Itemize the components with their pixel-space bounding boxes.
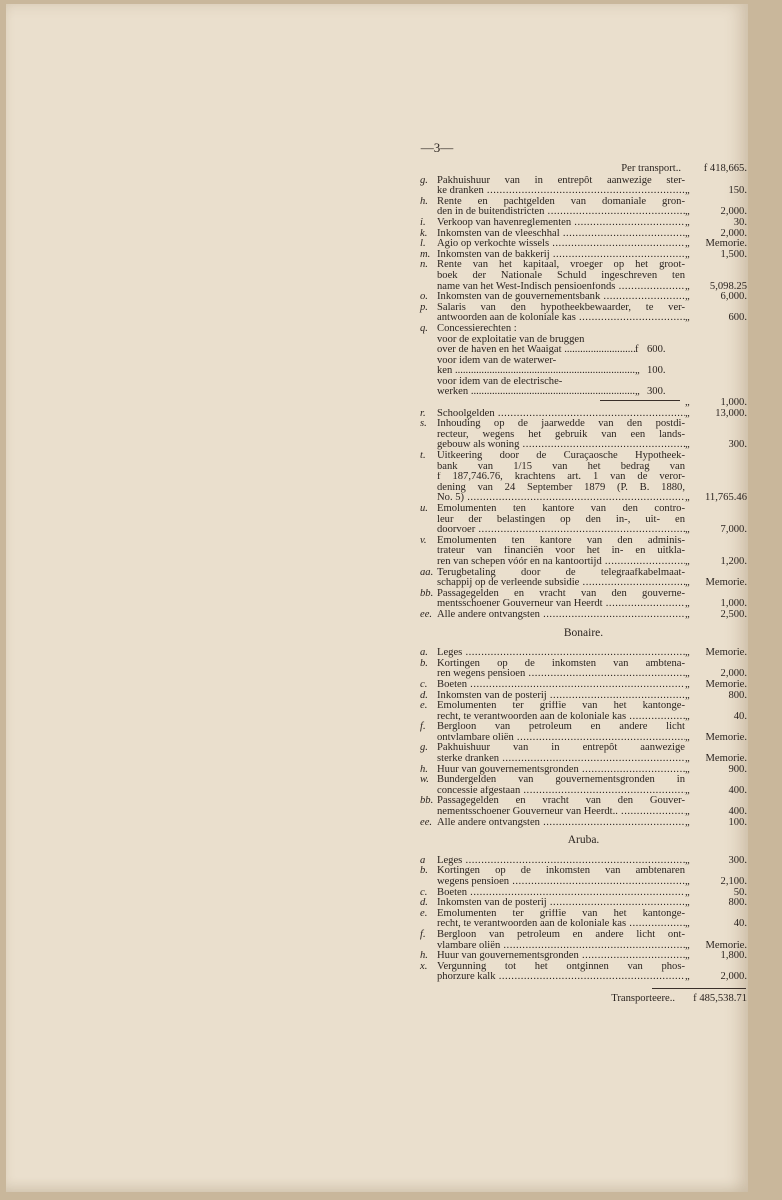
concession-subitem-text: ken ..... [437,366,635,377]
curacao-item-letter: n. [420,259,428,271]
curacao2-item-text: Inhouding op de jaarwedde van den postdi- [437,419,685,430]
curacao2-item-text: recteur, wegens het gebruik van een lands- [437,429,685,440]
aruba-item-ditto: „ [685,918,690,930]
aruba-item-line [420,930,747,941]
concession-subtotal-rule [600,400,680,401]
curacao2-item-line [420,440,747,451]
curacao-item-text: boek der Nationale Schuld ingeschreven ten [437,270,685,281]
curacao2-item-amount: 7,000. [720,524,747,536]
concession-subitem-line [420,345,747,356]
concession-subitem-line [420,335,747,346]
aruba-item-line [420,972,747,983]
curacao2-item-letter: t. [420,450,426,462]
curacao2-item-text: leur der belastingen op den in-, uit- en [437,514,685,525]
aruba-item-text: Huur van gouvernementsgronden ..... [437,951,685,962]
curacao2-item-line [420,589,747,600]
bonaire-item-ditto: „ [685,710,690,722]
curacao-item-line [420,218,747,229]
bonaire-item-ditto: „ [685,678,690,690]
concession-subitem-line [420,387,747,398]
curacao-item-text: name van het West-Indisch pensioenfonds ..... [437,282,685,293]
curacao-item-text: den in de buitendistricten ..... [437,207,685,218]
bonaire-item-amount: 900. [728,763,747,775]
concession-total-row [420,398,747,409]
concession-subitem-text: werken ..... [437,387,635,398]
concession-letter: q. [420,322,428,334]
bonaire-item-text: concessie afgestaan ..... [437,786,685,797]
curacao2-item-ditto: „ [685,524,690,536]
curacao-item-letter: i. [420,216,426,228]
curacao-item-line [420,239,747,250]
curacao-item-line [420,282,747,293]
bonaire-item-letter: g. [420,742,428,754]
curacao-item-line [420,176,747,187]
aruba-item-text: phorzure kalk ..... [437,972,685,983]
bonaire-item-text: Bundergelden van gouvernementsgronden in [437,775,685,786]
curacao-item-amount: 5,098.25 [709,280,747,292]
curacao2-item-text: bank van 1/15 van het bedrag van [437,461,685,472]
concession-subitem-ditto: „ [635,365,640,377]
bonaire-item-text: Boeten ..... [437,680,685,691]
curacao-item-amount: 6,000. [720,291,747,303]
curacao2-item-amount: Memorie. [705,577,747,589]
bonaire-item-line [420,818,747,829]
bonaire-item-line [420,680,747,691]
concession-subitem-text: voor idem van de electrische- [437,376,563,387]
concession-subitem-ditto: „ [635,386,640,398]
bonaire-item-text: recht, te verantwoorden aan de koloniale kas ..... [437,712,685,723]
curacao2-item-amount: 300. [728,439,747,451]
bonaire-item-line [420,786,747,797]
bonaire-item-letter: d. [420,689,428,701]
aruba-item-ditto: „ [685,897,690,909]
aruba-item-amount: 50. [733,886,747,898]
bonaire-item-line [420,691,747,702]
bonaire-item-letter: f. [420,721,426,733]
curacao2-item-line [420,493,747,504]
aruba-item-line [420,951,747,962]
bonaire-item-letter: a. [420,647,428,659]
curacao2-item-line [420,462,747,473]
curacao2-item-letter: s. [420,418,427,430]
curacao-item-text: Inkomsten van de bakkerij ..... [437,250,685,261]
curacao2-item-text: Terugbetaling door de telegraafkabelmaat- [437,567,685,578]
curacao2-item-line [420,599,747,610]
aruba-item-line [420,856,747,867]
aruba-item-line [420,919,747,930]
aruba-item-text: Inkomsten van de posterij ..... [437,898,685,909]
curacao2-item-line [420,525,747,536]
curacao2-item-text: doorvoer ..... [437,525,685,536]
curacao-item-line [420,207,747,218]
aruba-item-line [420,909,747,920]
bonaire-item-amount: 40. [733,710,747,722]
bonaire-item-line [420,701,747,712]
curacao2-item-ditto: „ [685,608,690,620]
curacao-item-amount: 600. [728,312,747,324]
page-number: —3— [420,140,454,155]
curacao2-item-ditto: „ [685,492,690,504]
curacao-item-ditto: „ [685,185,690,197]
aruba-heading: Aruba. [567,834,600,847]
bonaire-item-line [420,659,747,670]
curacao2-item-text: Schoolgelden ..... [437,409,685,420]
curacao2-item-line [420,504,747,515]
curacao-item-amount: 1,500. [720,248,747,260]
bonaire-item-letter: e. [420,700,428,712]
concession-subitem-ditto: f [635,344,639,356]
curacao2-item-text: Uitkeering door de Curaçaosche Hypotheek- [437,451,685,462]
concession-subitem-amount: 100. [647,365,666,377]
curacao2-item-letter: u. [420,503,428,514]
bonaire-item-text: Leges ..... [437,648,685,659]
curacao-item-text: Inkomsten van de vleeschhal ..... [437,229,685,240]
curacao2-item-text: f 187,746.76, krachtens art. 1 van de veror- [437,472,685,483]
aruba-item-letter: e. [420,907,428,919]
curacao-item-ditto: „ [685,248,690,260]
aruba-item-text: Leges ..... [437,856,685,867]
curacao-item-line [420,303,747,314]
curacao-item-letter: k. [420,227,428,239]
bonaire-item-line [420,754,747,765]
curacao2-item-letter: v. [420,534,427,546]
aruba-item-letter: a [420,854,426,866]
bonaire-item-text: Huur van gouvernementsgronden ..... [437,765,685,776]
bonaire-item-text: Bergloon van petroleum en andere licht [437,722,685,733]
aruba-item-text: Boeten ..... [437,888,685,899]
aruba-item-amount: 1,800. [720,950,747,962]
aruba-items [420,856,747,983]
aruba-item-text: Emolumenten ter griffie van het kantonge- [437,908,685,919]
curacao-item-letter: o. [420,291,428,303]
curacao2-item-line [420,557,747,568]
curacao2-item-text: schappij op de verleende subsidie ..... [437,578,685,589]
curacao2-item-amount: 11,765.46 [705,492,747,504]
curacao-item-text: Agio op verkochte wissels ..... [437,239,685,250]
curacao-item-letter: g. [420,174,428,186]
bonaire-item-ditto: „ [685,647,690,659]
aruba-item-ditto: „ [685,950,690,962]
bonaire-item-line [420,765,747,776]
aruba-item-ditto: „ [685,971,690,983]
curacao-item-ditto: „ [685,280,690,292]
curacao2-item-letter: ee. [420,608,433,620]
curacao-items-continued [420,409,747,621]
aruba-item-text: vlambare oliën ..... [437,941,685,952]
bonaire-item-text: Kortingen op de inkomsten van ambtena- [437,658,685,669]
bonaire-item-amount: Memorie. [705,753,747,765]
aruba-item-text: Vergunning tot het ontginnen van phos- [437,961,685,972]
curacao2-item-text: Emolumenten ten kantore van den adminis- [437,535,685,546]
bonaire-item-text: ontvlambare oliën ..... [437,733,685,744]
curacao2-item-line [420,610,747,621]
concession-total-ditto: „ [685,397,690,409]
aruba-item-text: recht, te verantwoorden aan de koloniale kas ..... [437,919,685,930]
curacao-item-ditto: „ [685,312,690,324]
curacao2-item-ditto: „ [685,439,690,451]
aruba-item-text: wegens pensioen ..... [437,877,685,888]
curacao-item-text: Verkoop van havenreglementen ..... [437,218,685,229]
curacao2-item-line [420,568,747,579]
transport-in-row [420,164,747,175]
bonaire-item-letter: h. [420,763,428,775]
curacao-item-line [420,260,747,271]
curacao2-item-text: dening van 24 September 1879 (P. B. 1880, [437,482,685,493]
bonaire-item-amount: Memorie. [705,731,747,743]
bonaire-item-text: nementsschoener Gouverneur van Heerdt.. ..... [437,807,685,818]
curacao2-item-amount: 1,200. [720,555,747,567]
curacao2-item-text: mentsschoener Gouverneur van Heerdt ..... [437,599,685,610]
curacao2-item-text: trateur van financiën voor het in- en uitkla- [437,546,685,557]
concession-subitem-line [420,377,747,388]
bonaire-item-amount: 400. [728,806,747,818]
curacao-item-line [420,292,747,303]
curacao-item-text: Rente en pachtgelden van domaniale gron- [437,196,685,207]
curacao-item-line [420,313,747,324]
curacao2-item-line [420,430,747,441]
curacao-item-text: Salaris van den hypotheekbewaarder, te ver- [437,302,685,313]
curacao2-item-text: Passagegelden en vracht van den gouverne- [437,588,685,599]
curacao-item-amount: 30. [733,216,747,228]
aruba-item-line [420,962,747,973]
bonaire-item-letter: w. [420,774,429,786]
curacao-item-amount: 150. [728,185,747,197]
aruba-item-line [420,866,747,877]
concession-subitem-text: over de haven en het Waaigat ..... [437,345,635,356]
concession-subitem-line [420,366,747,377]
curacao2-item-text: ren van schepen vóór en na kantoortijd ..... [437,557,685,568]
bonaire-item-amount: 800. [728,689,747,701]
curacao-item-ditto: „ [685,216,690,228]
bonaire-item-text: Inkomsten van de posterij ..... [437,691,685,702]
curacao-item-ditto: „ [685,238,690,250]
document-page [6,4,748,1192]
aruba-item-amount: 40. [733,918,747,930]
curacao2-item-text: Alle andere ontvangsten ..... [437,610,685,621]
aruba-item-letter: f. [420,928,426,940]
total-rule [652,988,746,989]
aruba-item-ditto: „ [685,939,690,951]
curacao-item-ditto: „ [685,206,690,218]
curacao-item-amount: Memorie. [705,238,747,250]
concession-subitem-text: voor de exploitatie van de bruggen [437,334,585,345]
curacao2-item-line [420,578,747,589]
aruba-item-amount: 2,100. [720,876,747,887]
curacao2-item-letter: aa. [420,566,434,578]
curacao-item-ditto: „ [685,291,690,303]
aruba-item-letter: h. [420,950,428,962]
transport-out-amount: f 485,538.71 [693,992,747,1004]
curacao-item-line [420,197,747,208]
curacao2-item-amount: 13,000. [715,407,747,419]
curacao-item-line [420,250,747,261]
aruba-item-letter: b. [420,865,428,877]
transport-in-label: Per transport.. [621,164,681,174]
concession-subitem-amount: 600. [647,344,666,356]
curacao-item-text: Pakhuishuur van in entrepôt aanwezige ster- [437,175,685,186]
bonaire-item-text: Pakhuishuur van in entrepôt aanwezige [437,743,685,754]
transport-out-row [420,994,747,1005]
curacao2-item-ditto: „ [685,577,690,589]
aruba-item-amount: 800. [728,897,747,909]
aruba-item-line [420,898,747,909]
curacao2-item-line [420,536,747,547]
bonaire-item-line [420,807,747,818]
curacao-item-line [420,229,747,240]
aruba-item-line [420,877,747,888]
bonaire-item-line [420,712,747,723]
aruba-item-text: Bergloon van petroleum en andere licht ont- [437,929,685,940]
bonaire-heading: Bonaire. [563,626,604,639]
bonaire-item-line [420,733,747,744]
bonaire-item-text: Passagegelden en vracht van den Gouver- [437,796,685,807]
curacao-item-letter: l. [420,238,426,250]
bonaire-item-line [420,669,747,680]
curacao2-item-letter: bb. [420,587,434,599]
curacao-item-text: antwoorden aan de koloniale kas ..... [437,313,685,324]
concession-subitem-amount: 300. [647,386,666,398]
curacao2-item-ditto: „ [685,598,690,610]
aruba-item-letter: d. [420,897,428,909]
curacao-item-line [420,186,747,197]
curacao-item-amount: 2,000. [720,227,747,239]
bonaire-item-amount: Memorie. [705,647,747,659]
bonaire-item-text: Emolumenten ter griffie van het kantonge- [437,701,685,712]
curacao-item-letter: p. [420,301,428,313]
curacao-item-text: Inkomsten van de gouvernementsbank ..... [437,292,685,303]
bonaire-items [420,648,747,828]
curacao-item-letter: m. [420,248,431,260]
curacao-items [420,176,747,324]
transport-in-amount: f 418,665. [703,163,747,174]
bonaire-item-letter: ee. [420,816,433,828]
bonaire-item-ditto: „ [685,763,690,775]
curacao-item-line [420,271,747,282]
curacao2-item-text: No. 5) ..... [437,493,685,504]
bonaire-item-ditto: „ [685,784,690,796]
bonaire-item-line [420,796,747,807]
aruba-item-ditto: „ [685,886,690,898]
curacao2-item-line [420,419,747,430]
aruba-item-ditto: „ [685,876,690,887]
curacao2-item-amount: 2,500. [720,608,747,620]
bonaire-item-amount: 2,000. [720,668,747,680]
concession-title-row [420,324,747,335]
bonaire-item-letter: c. [420,678,428,690]
bonaire-item-ditto: „ [685,731,690,743]
concession-total-amount: 1,000. [720,397,747,409]
curacao-item-text: Rente van het kapitaal, vroeger op het groot- [437,260,685,271]
curacao2-item-line [420,515,747,526]
bonaire-item-text: ren wegens pensioen ..... [437,669,685,680]
curacao2-item-line [420,472,747,483]
aruba-item-amount: 300. [728,854,747,866]
concession-block [420,324,747,409]
curacao2-item-amount: 1,000. [720,598,747,610]
bonaire-item-ditto: „ [685,753,690,765]
curacao2-item-text: Emolumenten ten kantore van den contro- [437,504,685,514]
bonaire-item-letter: b. [420,657,428,669]
bonaire-item-ditto: „ [685,806,690,818]
revenue-list [420,164,747,1005]
bonaire-item-amount: 400. [728,784,747,796]
curacao2-item-letter: r. [420,407,426,419]
curacao2-item-line [420,451,747,462]
curacao2-item-text: gebouw als woning ..... [437,440,685,451]
aruba-item-amount: Memorie. [705,939,747,951]
bonaire-item-text: sterke dranken ..... [437,754,685,765]
bonaire-item-letter: bb. [420,795,434,807]
curacao2-item-line [420,546,747,557]
aruba-item-ditto: „ [685,854,690,866]
curacao-item-text: ke dranken ..... [437,186,685,197]
curacao-item-ditto: „ [685,227,690,239]
concession-subitem-text: voor idem van de waterwer- [437,355,557,366]
bonaire-item-line [420,722,747,733]
bonaire-item-text: Alle andere ontvangsten ..... [437,818,685,829]
aruba-item-amount: 2,000. [720,971,747,983]
aruba-item-text: Kortingen op de inkomsten van ambtenaren [437,866,685,877]
bonaire-item-amount: Memorie. [705,678,747,690]
bonaire-item-line [420,775,747,786]
curacao2-item-line [420,409,747,420]
curacao-item-amount: 2,000. [720,206,747,218]
bonaire-item-ditto: „ [685,668,690,680]
aruba-item-letter: x. [420,960,428,972]
curacao2-item-line [420,483,747,494]
aruba-item-line [420,941,747,952]
concession-subitem-line [420,356,747,367]
aruba-item-letter: c. [420,886,428,898]
concession-title: Concessierechten : [437,323,517,334]
bonaire-item-line [420,743,747,754]
transport-out-label: Transporteere.. [611,993,675,1004]
bonaire-item-ditto: „ [685,689,690,701]
curacao2-item-ditto: „ [685,407,690,419]
bonaire-item-ditto: „ [685,816,690,828]
curacao2-item-ditto: „ [685,555,690,567]
curacao-item-letter: h. [420,195,428,207]
aruba-item-line [420,888,747,899]
bonaire-item-amount: 100. [728,816,747,828]
bonaire-item-line [420,648,747,659]
